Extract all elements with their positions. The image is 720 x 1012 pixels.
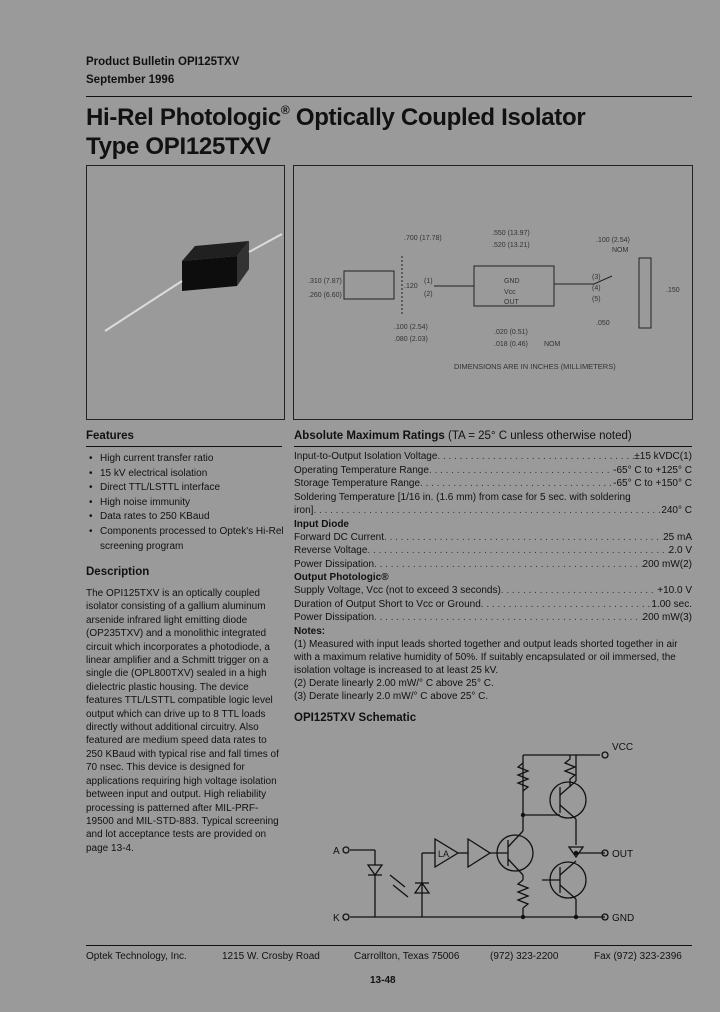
- dim-top-right: .550 (13.97): [492, 230, 530, 237]
- dim-top-left: .700 (17.78): [404, 235, 442, 242]
- device-photo-frame: [86, 165, 285, 420]
- notes-heading: Notes:: [294, 625, 326, 637]
- dim-small: .150: [666, 287, 680, 294]
- rating-row: Storage Temperature Range . . . -65° C to +150° C: [294, 477, 692, 491]
- dim-dia-nom: NOM: [544, 341, 561, 348]
- dim-r2: .050: [596, 320, 610, 327]
- ratings-table: [294, 450, 692, 703]
- pin-gnd: GND: [504, 278, 520, 285]
- ratings-heading: Absolute Maximum Ratings (TA = 25° C unless otherwise noted): [294, 430, 632, 442]
- list-item: • Data rates to 250 KBaud: [86, 510, 286, 525]
- pin-out: OUT: [504, 299, 519, 306]
- footer-address: 1215 W. Crosby Road: [222, 951, 320, 962]
- features-heading: Features: [86, 430, 134, 442]
- ratings-rule: [294, 446, 692, 447]
- footer-city: Carrollton, Texas 75006: [354, 951, 460, 962]
- rating-row: Forward DC Current . . . 25 mA: [294, 531, 692, 545]
- list-item: • High noise immunity: [86, 496, 286, 511]
- features-rule: [86, 446, 282, 447]
- ratings-condition: (TA = 25° C unless otherwise noted): [448, 430, 632, 442]
- pin-a: (2): [424, 291, 433, 298]
- footer-fax: Fax (972) 323-2396: [594, 951, 682, 962]
- dim-r1: .100 (2.54): [596, 237, 630, 244]
- note-1: (1) Measured with input leads shorted together and output leads shorted together in air with a maximum relative humidity of 50%. If suitably encapsulated or oil immersed, the isolation voltage is increased to at least 25 kV.: [294, 638, 678, 676]
- list-item: • 15 kV electrical isolation: [86, 467, 286, 482]
- dim-lead-a: .100 (2.54): [394, 324, 428, 331]
- pin-3: (3): [592, 274, 601, 281]
- footer-phone: (972) 323-2200: [490, 951, 559, 962]
- pin-k: (1): [424, 278, 433, 285]
- page-number: 13-48: [370, 975, 396, 986]
- rating-row: Input-to-Output Isolation Voltage . . . ±15 kVDC(1): [294, 450, 692, 464]
- rating-row: Duration of Output Short to Vcc or Ground . . . 1.00 sec.: [294, 598, 692, 612]
- rating-row: Reverse Voltage . . . 2.0 V: [294, 544, 692, 558]
- pin-5: (5): [592, 296, 601, 303]
- footer-company: Optek Technology, Inc.: [86, 951, 187, 962]
- footer-rule: [86, 945, 692, 946]
- dim-height: .120: [404, 283, 418, 290]
- device-photo: [87, 166, 284, 419]
- dimension-drawing: [294, 166, 692, 419]
- cathode-label: K: [333, 913, 340, 924]
- gnd-label: GND: [612, 913, 635, 924]
- anode-label: A: [333, 846, 340, 857]
- out-label: OUT: [612, 849, 634, 860]
- schematic-heading: OPI125TXV Schematic: [294, 712, 417, 724]
- dim-dia: .020 (0.51): [494, 329, 528, 336]
- list-item: • Components processed to Optek's Hi-Rel screening program: [86, 525, 286, 554]
- schematic-diagram: [330, 735, 670, 935]
- rating-row: Operating Temperature Range . . . -65° C to +125° C: [294, 464, 692, 478]
- page-title: Hi-Rel Photologic® Optically Coupled Isolator: [86, 103, 586, 131]
- description-heading: Description: [86, 566, 150, 578]
- dim-side1: .310 (7.87): [308, 278, 342, 285]
- description-text: The OPI125TXV is an optically coupled isolator consisting of a gallium aluminum arsenide infrared light emitting diode (OP235TXV) and a monolithic integrated circuit which incorporates a photodiode, a linear amplifier and a Schmitt trigger on a single die (OPL800TXV) sealed in a high dielectric plastic housing. The device features TTL/LSTTL compatible logic level output which can drive up to 8 TTL loads directly without additional circuitry. Also featured are medium speed data rates to 250 KBaud with typical rise and fall times of 70 nsec. This device is designed for applications requiring high voltage isolation between input and output. High reliability processing is patterned after MIL-PRF-19500 and MIL-STD-883. Typical screening and lot acceptance tests are provided on page 13-4.: [86, 588, 279, 854]
- bulletin-label: Product Bulletin OPI125TXV: [86, 56, 240, 68]
- list-item: • Direct TTL/LSTTL interface: [86, 481, 286, 496]
- dimension-drawing-frame: [293, 165, 693, 420]
- header-rule: [86, 96, 692, 97]
- rating-row: Power Dissipation . . . 200 mW(2): [294, 558, 692, 572]
- pin-vcc: Vcc: [504, 289, 516, 296]
- page-subtitle: Type OPI125TXV: [86, 133, 271, 160]
- note-2: (2) Derate linearly 2.00 mW/° C above 25° C.: [294, 677, 494, 689]
- pin-4: (4): [592, 285, 601, 292]
- solder-row-1: Soldering Temperature [1/16 in. (1.6 mm) from case for 5 sec. with soldering: [294, 491, 631, 503]
- rating-row: Power Dissipation . . . 200 mW(3): [294, 611, 692, 625]
- input-diode-heading: Input Diode: [294, 518, 349, 530]
- dimension-note: DIMENSIONS ARE IN INCHES (MILLIMETERS): [454, 362, 616, 371]
- dim-dia-sub: .018 (0.46): [494, 341, 528, 348]
- dim-r1-sub: NOM: [612, 247, 629, 254]
- rating-row: Supply Voltage, Vcc (not to exceed 3 seconds) . . . +10.0 V: [294, 584, 692, 598]
- note-3: (3) Derate linearly 2.0 mW/° C above 25° C.: [294, 690, 489, 702]
- features-list: [86, 452, 286, 554]
- output-heading: Output Photologic®: [294, 572, 389, 583]
- dim-lead-b: .080 (2.03): [394, 336, 428, 343]
- dim-top-right-sub: .520 (13.21): [492, 242, 530, 249]
- bulletin-date: September 1996: [86, 74, 175, 86]
- amplifier-label: LA: [438, 849, 450, 859]
- list-item: • High current transfer ratio: [86, 452, 286, 467]
- registered-mark: ®: [280, 103, 290, 117]
- vcc-label: VCC: [612, 742, 634, 753]
- dim-side2: .260 (6.60): [308, 292, 342, 299]
- solder-row-2: iron] . . . 240° C: [294, 504, 692, 518]
